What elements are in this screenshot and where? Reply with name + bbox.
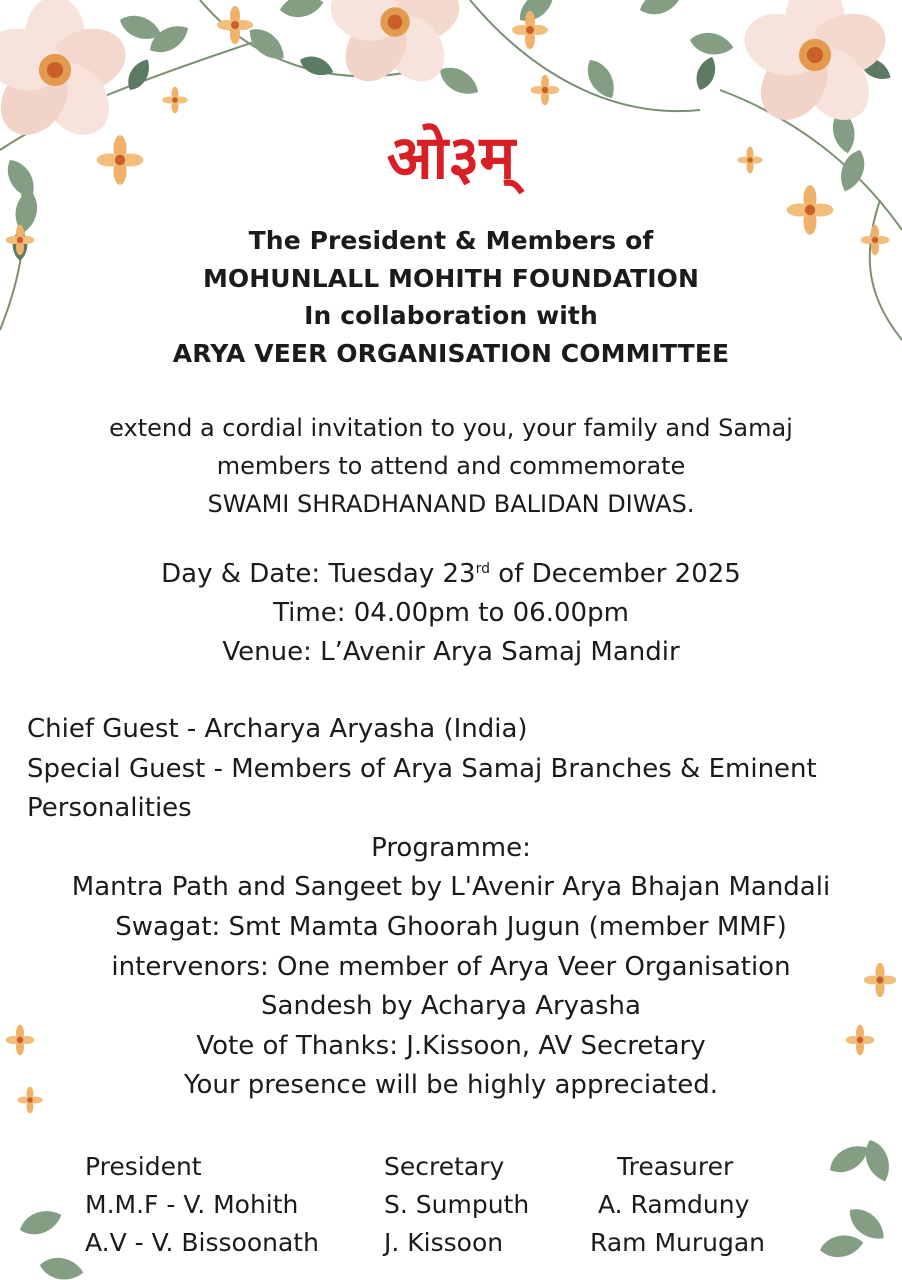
flower-large-center [323,0,467,93]
programme-item: Vote of Thanks: J.Kissoon, AV Secretary [196,1031,706,1061]
secretary-name-1: S. Sumputh [384,1190,530,1219]
programme-item: intervenors: One member of Arya Veer Organisation [111,952,791,982]
secretary-name-2: J. Kissoon [384,1228,504,1257]
flower-large-left [0,0,134,148]
flower-large-right [736,0,893,133]
president-name-av: A.V - V. Bissoonath [85,1228,319,1257]
event-venue: Venue: L’Avenir Arya Samaj Mandir [222,637,680,667]
programme-item: Swagat: Smt Mamta Ghoorah Jugun (member MMF) [115,912,787,942]
chief-guest: Chief Guest - Archarya Aryasha (India) [27,714,528,744]
special-guest-line-1: Special Guest - Members of Arya Samaj Branches & Eminent [27,754,817,784]
leaf-cluster-top [1,0,870,235]
invitation-event-name: SWAMI SHRADHANAND BALIDAN DIWAS. [207,490,695,518]
event-date-ordinal: rd [475,561,490,577]
event-date-prefix: Day & Date: Tuesday 23 [161,559,476,589]
president-name-mmf: M.M.F - V. Mohith [85,1190,299,1219]
header-line-1: The President & Members of [248,226,654,255]
header-foundation-name: MOHUNLALL MOHITH FOUNDATION [202,264,700,293]
event-date [0,559,902,589]
invitation-line-1: extend a cordial invitation to you, your family and Samaj [109,414,793,442]
treasurer-name-2: Ram Murugan [590,1228,766,1257]
treasurer-name-1: A. Ramduny [598,1190,750,1219]
header-line-3: In collaboration with [304,301,598,330]
programme-closing-note: Your presence will be highly appreciated. [184,1070,718,1100]
treasurer-title: Treasurer [617,1152,734,1181]
om-symbol: ओ३म् [386,123,516,193]
programme-heading: Programme: [371,833,531,863]
programme-item: Mantra Path and Sangeet by L'Avenir Arya Bhajan Mandali [71,872,831,902]
header-committee-name: ARYA VEER ORGANISATION COMMITTEE [172,339,730,368]
invitation-line-2: members to attend and commemorate [216,452,686,480]
president-title: President [85,1152,202,1181]
event-date-suffix: of December 2025 [489,559,741,589]
special-guest-line-2: Personalities [27,793,192,823]
event-time: Time: 04.00pm to 06.00pm [273,598,629,628]
programme-item: Sandesh by Acharya Aryasha [261,991,641,1021]
secretary-title: Secretary [384,1152,505,1181]
